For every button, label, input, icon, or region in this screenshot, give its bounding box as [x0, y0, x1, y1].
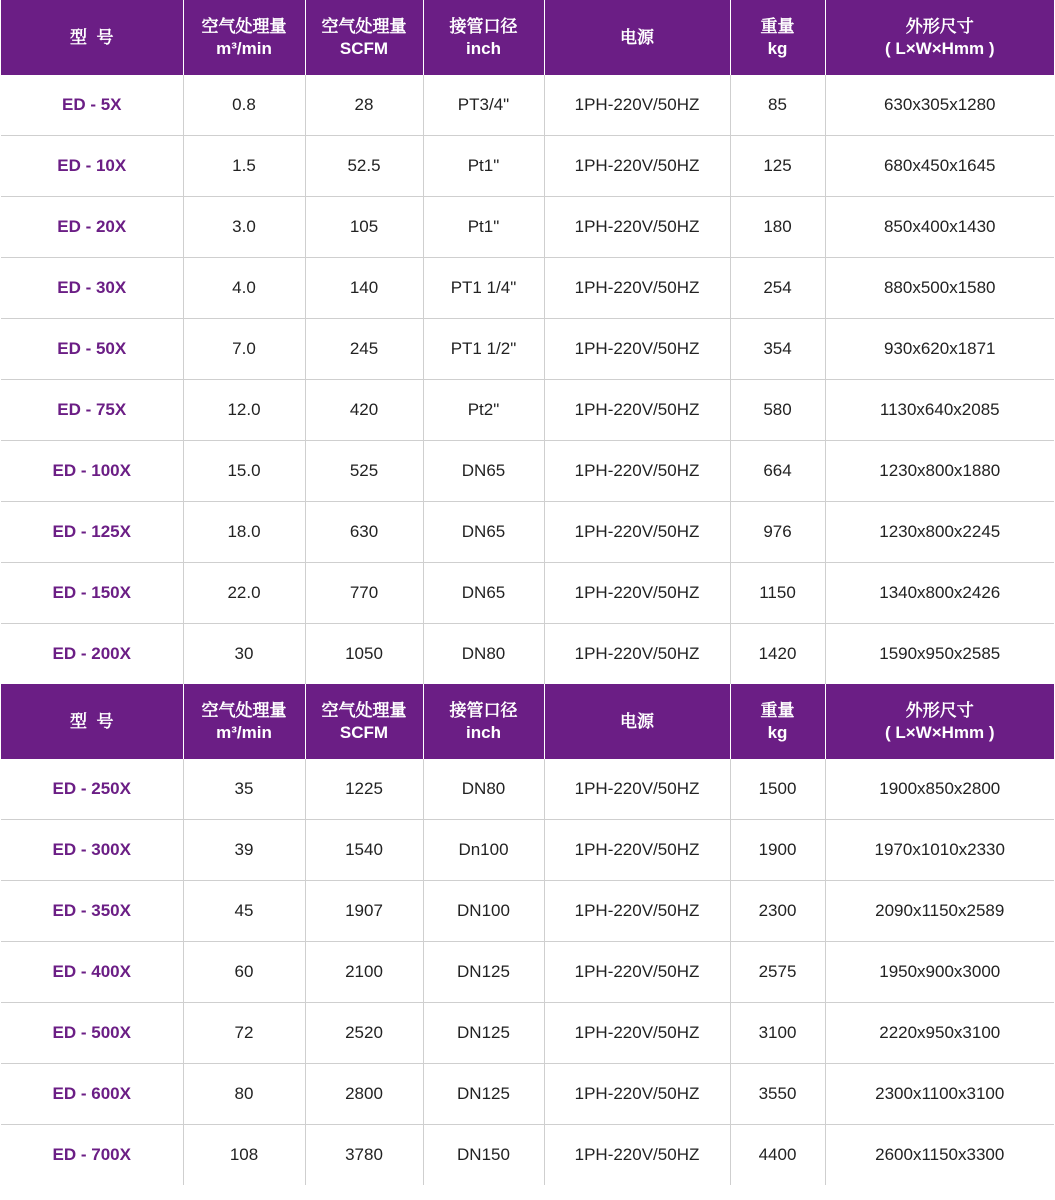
cell-flow-m3: 80: [183, 1064, 305, 1125]
cell-model: ED - 400X: [1, 942, 183, 1003]
cell-dimensions: 2300x1100x3100: [825, 1064, 1054, 1125]
cell-pipe-size: DN80: [423, 624, 544, 685]
cell-flow-m3: 39: [183, 820, 305, 881]
cell-power: 1PH-220V/50HZ: [544, 319, 730, 380]
cell-power: 1PH-220V/50HZ: [544, 380, 730, 441]
cell-flow-scfm: 105: [305, 197, 423, 258]
cell-dimensions: 2090x1150x2589: [825, 881, 1054, 942]
cell-power: 1PH-220V/50HZ: [544, 881, 730, 942]
cell-weight: 354: [730, 319, 825, 380]
section-1: [1, 0, 1054, 684]
cell-model: ED - 100X: [1, 441, 183, 502]
header-dims-unit: ( L×W×Hmm ): [884, 722, 995, 742]
header-flow-scfm: [305, 0, 423, 75]
cell-pipe-size: DN65: [423, 441, 544, 502]
table-row: [1, 197, 1054, 258]
cell-pipe-size: PT1 1/4": [423, 258, 544, 319]
cell-pipe-size: Dn100: [423, 820, 544, 881]
header-pipe: [423, 684, 544, 759]
table-row: [1, 563, 1054, 624]
cell-flow-scfm: 420: [305, 380, 423, 441]
header-model: 型 号: [1, 0, 183, 75]
cell-flow-scfm: 1540: [305, 820, 423, 881]
cell-model: ED - 20X: [1, 197, 183, 258]
cell-weight: 125: [730, 136, 825, 197]
header-flow-scfm: [305, 684, 423, 759]
table-row: [1, 258, 1054, 319]
cell-model: ED - 10X: [1, 136, 183, 197]
header-weight-unit: kg: [767, 38, 788, 58]
cell-power: 1PH-220V/50HZ: [544, 759, 730, 820]
header-dims-label: 外形尺寸: [905, 16, 974, 36]
cell-power: 1PH-220V/50HZ: [544, 136, 730, 197]
table-row: [1, 441, 1054, 502]
cell-model: ED - 30X: [1, 258, 183, 319]
cell-power: 1PH-220V/50HZ: [544, 441, 730, 502]
cell-flow-m3: 3.0: [183, 197, 305, 258]
cell-weight: 580: [730, 380, 825, 441]
cell-power: 1PH-220V/50HZ: [544, 502, 730, 563]
cell-pipe-size: PT1 1/2": [423, 319, 544, 380]
cell-power: 1PH-220V/50HZ: [544, 820, 730, 881]
cell-dimensions: 1950x900x3000: [825, 942, 1054, 1003]
cell-weight: 1150: [730, 563, 825, 624]
header-flow-scfm-label: 空气处理量: [321, 16, 407, 36]
cell-dimensions: 2220x950x3100: [825, 1003, 1054, 1064]
header-power: 电源: [544, 684, 730, 759]
cell-flow-m3: 22.0: [183, 563, 305, 624]
cell-dimensions: 1340x800x2426: [825, 563, 1054, 624]
cell-pipe-size: Pt1": [423, 136, 544, 197]
cell-dimensions: 630x305x1280: [825, 75, 1054, 136]
cell-pipe-size: Pt2": [423, 380, 544, 441]
table-row: [1, 1003, 1054, 1064]
header-pipe-unit: inch: [466, 722, 501, 742]
cell-power: 1PH-220V/50HZ: [544, 942, 730, 1003]
cell-pipe-size: DN150: [423, 1125, 544, 1186]
header-dims-unit: ( L×W×Hmm ): [884, 38, 995, 58]
cell-flow-scfm: 1225: [305, 759, 423, 820]
cell-dimensions: 1970x1010x2330: [825, 820, 1054, 881]
cell-weight: 254: [730, 258, 825, 319]
cell-model: ED - 500X: [1, 1003, 183, 1064]
cell-weight: 664: [730, 441, 825, 502]
cell-pipe-size: PT3/4": [423, 75, 544, 136]
cell-dimensions: 680x450x1645: [825, 136, 1054, 197]
cell-power: 1PH-220V/50HZ: [544, 1003, 730, 1064]
header-weight-unit: kg: [767, 722, 788, 742]
header-row: [1, 0, 1054, 75]
cell-model: ED - 600X: [1, 1064, 183, 1125]
cell-flow-m3: 45: [183, 881, 305, 942]
cell-dimensions: 1230x800x1880: [825, 441, 1054, 502]
cell-pipe-size: DN125: [423, 1003, 544, 1064]
cell-pipe-size: DN125: [423, 942, 544, 1003]
header-weight: [730, 684, 825, 759]
cell-model: ED - 50X: [1, 319, 183, 380]
cell-power: 1PH-220V/50HZ: [544, 563, 730, 624]
cell-model: ED - 300X: [1, 820, 183, 881]
table-row: [1, 380, 1054, 441]
cell-power: 1PH-220V/50HZ: [544, 1064, 730, 1125]
header-flow-scfm-unit: SCFM: [339, 722, 389, 742]
cell-flow-scfm: 2520: [305, 1003, 423, 1064]
spec-table: [1, 0, 1054, 1185]
cell-power: 1PH-220V/50HZ: [544, 258, 730, 319]
header-dims: [825, 684, 1054, 759]
cell-flow-scfm: 630: [305, 502, 423, 563]
header-pipe-label: 接管口径: [449, 16, 518, 36]
header-pipe-unit: inch: [466, 38, 501, 58]
header-flow-scfm-label: 空气处理量: [321, 700, 407, 720]
cell-flow-scfm: 52.5: [305, 136, 423, 197]
header-pipe-label: 接管口径: [449, 700, 518, 720]
cell-flow-m3: 1.5: [183, 136, 305, 197]
cell-flow-m3: 0.8: [183, 75, 305, 136]
cell-dimensions: 930x620x1871: [825, 319, 1054, 380]
header-flow-m3: [183, 0, 305, 75]
table-row: [1, 136, 1054, 197]
cell-dimensions: 1590x950x2585: [825, 624, 1054, 685]
header-weight-label: 重量: [760, 700, 795, 720]
table-row: [1, 319, 1054, 380]
header-row: [1, 684, 1054, 759]
cell-dimensions: 2600x1150x3300: [825, 1125, 1054, 1186]
cell-flow-scfm: 245: [305, 319, 423, 380]
header-flow-scfm-unit: SCFM: [339, 38, 389, 58]
header-model: 型 号: [1, 684, 183, 759]
cell-flow-m3: 72: [183, 1003, 305, 1064]
cell-flow-scfm: 770: [305, 563, 423, 624]
cell-dimensions: 880x500x1580: [825, 258, 1054, 319]
cell-power: 1PH-220V/50HZ: [544, 197, 730, 258]
cell-flow-scfm: 1907: [305, 881, 423, 942]
cell-model: ED - 5X: [1, 75, 183, 136]
cell-weight: 976: [730, 502, 825, 563]
cell-model: ED - 150X: [1, 563, 183, 624]
cell-model: ED - 250X: [1, 759, 183, 820]
table-row: [1, 1064, 1054, 1125]
table-row: [1, 942, 1054, 1003]
cell-weight: 3100: [730, 1003, 825, 1064]
cell-weight: 4400: [730, 1125, 825, 1186]
header-dims-label: 外形尺寸: [905, 700, 974, 720]
cell-flow-scfm: 3780: [305, 1125, 423, 1186]
cell-weight: 1420: [730, 624, 825, 685]
table-row: [1, 1125, 1054, 1186]
table-row: [1, 820, 1054, 881]
cell-dimensions: 850x400x1430: [825, 197, 1054, 258]
header-flow-m3: [183, 684, 305, 759]
cell-flow-m3: 35: [183, 759, 305, 820]
header-flow-m3-unit: m³/min: [216, 38, 272, 58]
cell-dimensions: 1130x640x2085: [825, 380, 1054, 441]
table-row: [1, 624, 1054, 685]
cell-flow-m3: 60: [183, 942, 305, 1003]
cell-flow-m3: 4.0: [183, 258, 305, 319]
header-pipe: [423, 0, 544, 75]
cell-weight: 1500: [730, 759, 825, 820]
cell-model: ED - 200X: [52, 644, 131, 663]
header-weight: [730, 0, 825, 75]
cell-pipe-size: Pt1": [423, 197, 544, 258]
cell-flow-scfm: 140: [305, 258, 423, 319]
section-2: [1, 684, 1054, 1185]
cell-weight: 2300: [730, 881, 825, 942]
cell-pipe-size: DN65: [423, 502, 544, 563]
cell-flow-m3: 12.0: [183, 380, 305, 441]
table-row: [1, 881, 1054, 942]
header-weight-label: 重量: [760, 16, 795, 36]
cell-pipe-size: DN125: [423, 1064, 544, 1125]
table-row: [1, 75, 1054, 136]
cell-weight: 180: [730, 197, 825, 258]
header-dims: [825, 0, 1054, 75]
cell-model: ED - 350X: [1, 881, 183, 942]
cell-dimensions: 1230x800x2245: [825, 502, 1054, 563]
header-flow-m3-label: 空气处理量: [201, 16, 287, 36]
cell-weight: 1900: [730, 820, 825, 881]
cell-flow-scfm: 525: [305, 441, 423, 502]
cell-model: ED - 125X: [1, 502, 183, 563]
cell-weight: 85: [730, 75, 825, 136]
cell-power: 1PH-220V/50HZ: [544, 624, 730, 685]
cell-pipe-size: DN100: [423, 881, 544, 942]
cell-model: ED - 700X: [52, 1145, 131, 1164]
cell-model: ED - 75X: [1, 380, 183, 441]
header-power: 电源: [544, 0, 730, 75]
cell-weight: 2575: [730, 942, 825, 1003]
cell-flow-m3: 108: [183, 1125, 305, 1186]
cell-pipe-size: DN65: [423, 563, 544, 624]
cell-flow-m3: 18.0: [183, 502, 305, 563]
cell-dimensions: 1900x850x2800: [825, 759, 1054, 820]
cell-pipe-size: DN80: [423, 759, 544, 820]
cell-flow-scfm: 2800: [305, 1064, 423, 1125]
table-row: [1, 502, 1054, 563]
header-flow-m3-unit: m³/min: [216, 722, 272, 742]
cell-weight: 3550: [730, 1064, 825, 1125]
cell-power: 1PH-220V/50HZ: [544, 1125, 730, 1186]
cell-flow-scfm: 28: [305, 75, 423, 136]
cell-flow-scfm: 2100: [305, 942, 423, 1003]
cell-flow-m3: 30: [183, 624, 305, 685]
cell-flow-m3: 7.0: [183, 319, 305, 380]
cell-flow-m3: 15.0: [183, 441, 305, 502]
table-row: [1, 759, 1054, 820]
cell-flow-scfm: 1050: [305, 624, 423, 685]
cell-power: 1PH-220V/50HZ: [544, 75, 730, 136]
header-flow-m3-label: 空气处理量: [201, 700, 287, 720]
